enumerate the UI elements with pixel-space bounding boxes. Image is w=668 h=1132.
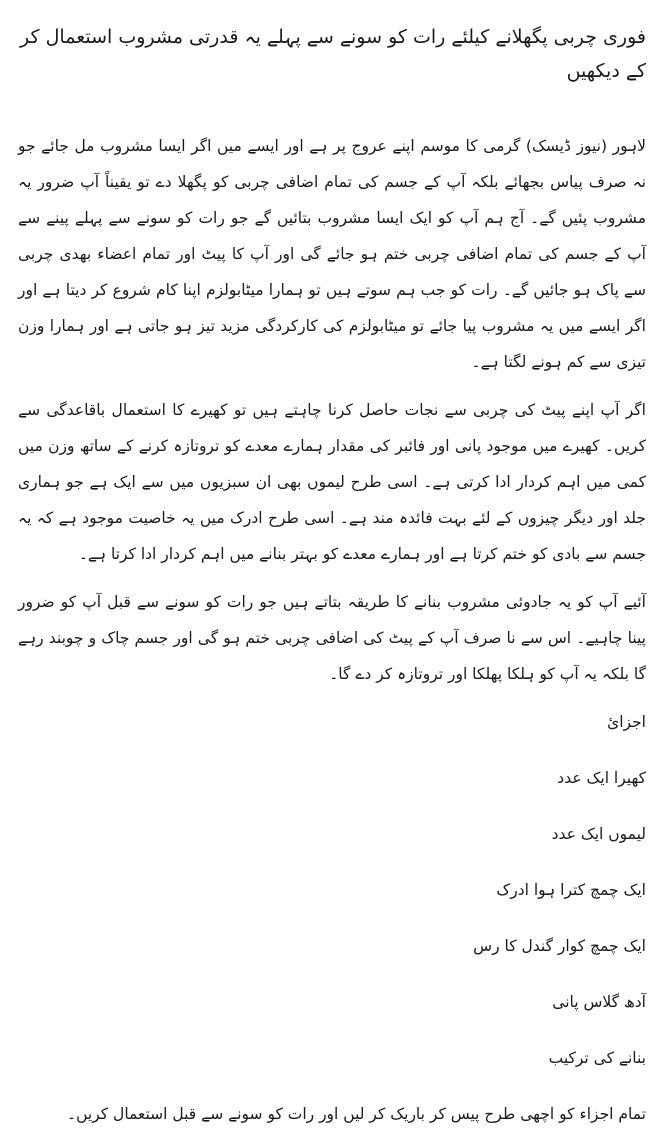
ingredient-item: ایک چمچ کوار گندل کا رس — [473, 937, 646, 955]
recipe-instruction: تمام اجزاء کو اچھی طرح پیس کر باریک کر لیں اور رات کو سونے سے قبل استعمال کریں۔ — [67, 1105, 646, 1123]
recipe-heading: بنانے کی ترکیب — [548, 1049, 646, 1067]
ingredient-list — [18, 704, 646, 1076]
article-paragraph-drink-method: آئیے آپ کو یہ جادوئی مشروب بنانے کا طریقہ بتاتے ہیں جو رات کو سونے سے قبل آپ کو ضرور پینا چاہیے۔ اس سے نا صرف آپ کے پیٹ کی اضافی چربی ختم ہو گی اور جسم چاک و چوبند رہے گا بلکہ یہ آپ کو ہلکا پھلکا اور تروتازہ کر دے گا۔ — [18, 593, 646, 683]
ingredients-heading: اجزائ — [607, 713, 646, 731]
ingredient-item: ایک چمچ کترا ہوا ادرک — [496, 881, 646, 899]
ingredient-item: کھیرا ایک عدد — [557, 769, 646, 787]
ingredient-item: لیموں ایک عدد — [551, 825, 646, 843]
article-title: فوری چربی پگھلانے کیلئے رات کو سونے سے پہلے یہ قدرتی مشروب استعمال کر کے دیکھیں — [20, 26, 646, 82]
ingredient-item: آدھ گلاس پانی — [552, 993, 646, 1011]
article-paragraph-intro: لاہور (نیوز ڈیسک) گرمی کا موسم اپنے عروج پر ہے اور ایسے میں اگر ایسا مشروب مل جائے جو نہ صرف پیاس بجھائے بلکہ آپ کے جسم کی تمام اضافی چربی کو پگھلا دے تو یقیناً آپ ضرور یہ مشروب پئیں گے۔ آج ہم آپ کو ایک ایسا مشروب بتائیں گے جو رات کو سونے سے پہلے پینے سے آپ کے جسم کی تمام اضافی چربی ختم ہو جائے گی اور آپ کا پیٹ اور تمام اعضاء بھدی چربی سے پاک ہو جائیں گے۔ رات کو جب ہم سوتے ہیں تو ہمارا میٹابولزم اپنا کام شروع کر دیتا ہے اور اگر ایسے میں یہ مشروب پیا جائے تو میٹابولزم کی کارکردگی مزید تیز ہو جاتی ہے اور ہمارا وزن تیزی سے کم ہونے لگتا ہے۔ — [18, 137, 646, 371]
article-paragraph-ingredients-benefits: اگر آپ اپنے پیٹ کی چربی سے نجات حاصل کرنا چاہتے ہیں تو کھیرے کا استعمال باقاعدگی سے کریں۔ کھیرے میں موجود پانی اور فائبر کی مقدار ہمارے معدے کو تروتازہ کرنے کے ساتھ وزن میں کمی میں اہم کردار ادا کرتی ہے۔ اسی طرح لیموں بھی ان سبزیوں میں سے ایک ہے جو ہماری جلد اور دیگر چیزوں کے لئے بہت فائدہ مند ہے۔ اسی طرح ادرک میں یہ خاصیت موجود ہے کہ یہ جسم سے بادی کو ختم کرتا ہے اور ہمارے معدے کو بہتر بنانے میں اہم کردار ادا کرتا ہے۔ — [18, 401, 646, 563]
